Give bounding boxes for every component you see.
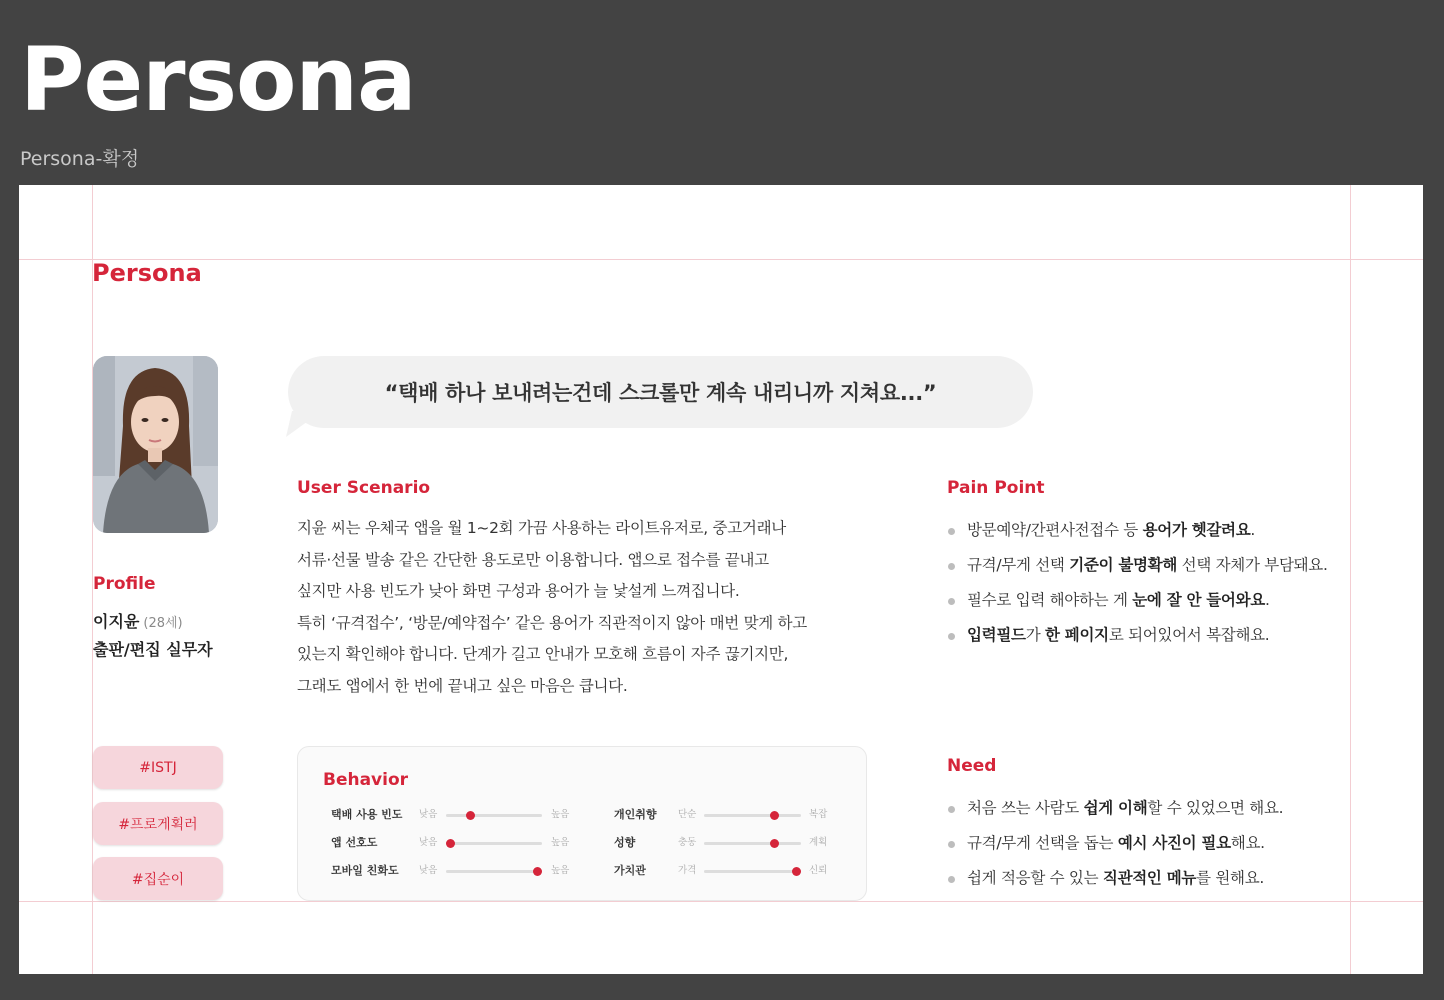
- behavior-slider-track[interactable]: [446, 870, 542, 873]
- behavior-slider-track[interactable]: [704, 814, 801, 817]
- bullet-icon: [948, 633, 955, 640]
- bullet-icon: [948, 563, 955, 570]
- behavior-max-label: 신뢰: [809, 865, 828, 876]
- behavior-slider-knob[interactable]: [446, 839, 455, 848]
- behavior-label: 개인취향: [614, 808, 657, 821]
- pain-text: 가: [1025, 626, 1046, 644]
- behavior-max-label: 계획: [809, 837, 828, 848]
- behavior-max-label: 복잡: [809, 809, 828, 820]
- persona-photo: [93, 356, 218, 533]
- behavior-row: [331, 835, 581, 851]
- scenario-line: 특히 ‘규격접수’, ‘방문/예약접수’ 같은 용어가 직관적이지 않아 매번 맞게 하고: [297, 613, 807, 632]
- bullet-icon: [948, 806, 955, 813]
- need-text: 해요.: [1230, 834, 1265, 852]
- pain-point-title: Pain Point: [947, 478, 1045, 498]
- bullet-icon: [948, 598, 955, 605]
- behavior-label: 성향: [614, 836, 636, 849]
- need-emphasis: 직관적인 메뉴: [1102, 869, 1197, 887]
- behavior-slider-knob[interactable]: [770, 839, 779, 848]
- pain-text: 필수로 입력 해야하는 게: [967, 591, 1133, 609]
- behavior-label: 모바일 친화도: [331, 864, 399, 877]
- pain-point-item: [947, 583, 1328, 618]
- behavior-min-label: 낮음: [419, 809, 438, 820]
- profile-age: (28세): [143, 616, 183, 631]
- pain-text: .: [1264, 591, 1270, 609]
- bullet-icon: [948, 876, 955, 883]
- tag-istj[interactable]: #ISTJ: [93, 746, 223, 789]
- behavior-max-label: 높음: [551, 837, 570, 848]
- need-emphasis: 쉽게 이해: [1083, 799, 1148, 817]
- behavior-label: 가치관: [614, 864, 646, 877]
- behavior-slider-track[interactable]: [446, 842, 542, 845]
- pain-text: .: [1250, 521, 1256, 539]
- need-emphasis: 예시 사진이 필요: [1117, 834, 1231, 852]
- pain-emphasis: 눈에 잘 안 들어와요: [1132, 591, 1265, 609]
- user-scenario-title: User Scenario: [297, 478, 431, 498]
- pain-text: 방문예약/간편사전접수 등: [967, 521, 1143, 539]
- behavior-max-label: 높음: [551, 865, 570, 876]
- scenario-line: 싶지만 사용 빈도가 낮아 화면 구성과 용어가 늘 낯설게 느껴집니다.: [297, 582, 740, 600]
- pain-text: 선택 자체가 부담돼요.: [1177, 556, 1328, 574]
- behavior-row: [331, 807, 581, 823]
- behavior-title: Behavior: [323, 770, 409, 790]
- persona-frame: [19, 185, 1423, 974]
- page-title: Persona: [20, 28, 416, 131]
- pain-text: 로 되어있어서 복잡해요.: [1108, 626, 1270, 644]
- tag-homebody[interactable]: #집순이: [93, 857, 223, 900]
- behavior-slider-track[interactable]: [704, 870, 801, 873]
- user-scenario-text: [297, 513, 857, 702]
- behavior-min-label: 단순: [678, 809, 697, 820]
- behavior-row: [614, 807, 839, 823]
- need-text: 처음 쓰는 사람도: [967, 799, 1084, 817]
- pain-point-item: [947, 548, 1328, 583]
- layout-guide-right: [1350, 185, 1351, 974]
- need-text: 할 수 있었으면 해요.: [1147, 799, 1284, 817]
- behavior-slider-knob[interactable]: [466, 811, 475, 820]
- need-list: [947, 791, 1283, 896]
- behavior-label: 앱 선호도: [331, 836, 378, 849]
- behavior-slider-knob[interactable]: [792, 867, 801, 876]
- scenario-line: 그래도 앱에서 한 번에 끝내고 싶은 마음은 큽니다.: [297, 676, 628, 695]
- profile-name: [93, 609, 183, 632]
- behavior-min-label: 낮음: [419, 837, 438, 848]
- behavior-row: [614, 863, 839, 879]
- section-title: Persona: [92, 259, 202, 287]
- pain-emphasis: 용어가 헷갈려요: [1142, 521, 1251, 539]
- layout-guide-top: [19, 259, 1423, 260]
- pain-point-item: [947, 618, 1328, 653]
- need-title: Need: [947, 756, 997, 776]
- scenario-line: 있는지 확인해야 합니다. 단계가 길고 안내가 모호해 흐름이 자주 끊기지만,: [297, 645, 789, 663]
- pain-emphasis: 한 페이지: [1045, 626, 1109, 644]
- behavior-row: [331, 863, 581, 879]
- scenario-line: 서류·선물 발송 같은 간단한 용도로만 이용합니다. 앱으로 접수를 끝내고: [297, 550, 769, 569]
- profile-name-text: 이지윤: [93, 612, 140, 631]
- need-text: 규격/무게 선택을 돕는: [967, 834, 1118, 852]
- need-text: 를 원해요.: [1196, 869, 1264, 887]
- profile-label: Profile: [93, 574, 156, 594]
- pain-emphasis: 입력필드: [967, 626, 1026, 644]
- pain-point-item: [947, 513, 1328, 548]
- tag-planner[interactable]: #프로게획러: [93, 802, 223, 845]
- need-item: [947, 861, 1283, 896]
- behavior-min-label: 충동: [678, 837, 697, 848]
- bullet-icon: [948, 528, 955, 535]
- layout-guide-bottom: [19, 901, 1423, 902]
- profile-job: 출판/편집 실무자: [93, 640, 213, 659]
- behavior-min-label: 낮음: [419, 865, 438, 876]
- bullet-icon: [948, 841, 955, 848]
- behavior-slider-knob[interactable]: [533, 867, 542, 876]
- need-item: [947, 791, 1283, 826]
- behavior-card: [297, 746, 867, 901]
- persona-quote: “택배 하나 보내려는건데 스크롤만 계속 내리니까 지쳐요...”: [288, 356, 1033, 428]
- pain-point-list: [947, 513, 1328, 653]
- behavior-max-label: 높음: [551, 809, 570, 820]
- frame-label[interactable]: Persona-확정: [20, 148, 140, 170]
- pain-emphasis: 기준이 불명확해: [1069, 556, 1178, 574]
- behavior-slider-track[interactable]: [704, 842, 801, 845]
- behavior-slider-knob[interactable]: [770, 811, 779, 820]
- pain-text: 규격/무게 선택: [967, 556, 1070, 574]
- behavior-row: [614, 835, 839, 851]
- behavior-label: 택배 사용 빈도: [331, 808, 403, 821]
- need-text: 쉽게 적응할 수 있는: [967, 869, 1103, 887]
- need-item: [947, 826, 1283, 861]
- behavior-min-label: 가격: [678, 865, 697, 876]
- behavior-slider-track[interactable]: [446, 814, 542, 817]
- scenario-line: 지윤 씨는 우체국 앱을 월 1~2회 가끔 사용하는 라이트유저로, 중고거래나: [297, 519, 786, 537]
